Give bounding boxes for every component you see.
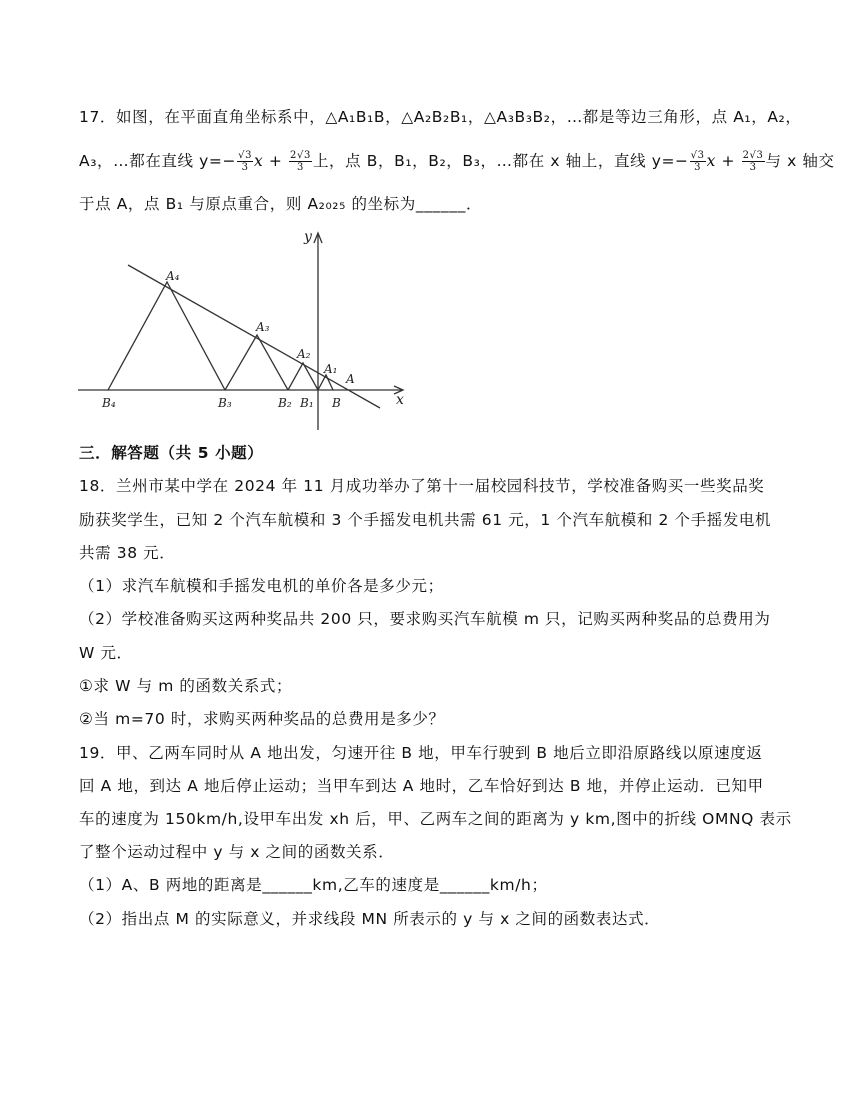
label-a3: A₃ — [256, 320, 270, 334]
q17-line-2-part-c: 与 x 轴交 — [765, 152, 835, 170]
q17-line-1: 17．如图，在平面直角坐标系中，△A₁B₁B，△A₂B₂B₁，△A₃B₃B₂，…都是等边三角形，点 A₁，A₂， — [79, 108, 802, 126]
fraction-2sqrt3-over-3: $\frac{2√3}{3}$ — [290, 150, 311, 173]
q19-line-1: 19．甲、乙两车同时从 A 地出发，匀速开往 B 地，甲车行驶到 B 地后立即沿原路线以原速度返 — [79, 744, 763, 762]
section-title: 三．解答题（共 5 小题） — [79, 444, 264, 462]
triangle-a3b3b2 — [225, 335, 288, 390]
q18-sub-1: ①求 W 与 m 的函数关系式； — [79, 677, 293, 695]
q19-part-1: （1）A、B 两地的距离是______km,乙车的速度是______km/h； — [79, 876, 548, 894]
label-a2: A₂ — [297, 347, 311, 361]
triangle-a1b1b — [318, 375, 333, 390]
label-b: B — [332, 396, 341, 410]
x-axis-label: x — [396, 392, 404, 408]
q18-line-3: 共需 38 元． — [79, 544, 176, 562]
triangle-a4b4b3 — [108, 282, 225, 390]
label-a1: A₁ — [324, 362, 338, 376]
y-axis-label: y — [304, 229, 312, 245]
label-a4: A₄ — [166, 269, 180, 283]
fraction-sqrt3-over-3: $\frac{√3}{3}$ — [238, 150, 253, 173]
q18-sub-2: ②当 m=70 时，求购买两种奖品的总费用是多少？ — [79, 710, 445, 728]
oblique-line — [128, 265, 380, 408]
triangle-a2b2b1 — [288, 363, 318, 390]
q18-line-2: 励获奖学生，已知 2 个汽车航模和 3 个手摇发电机共需 61 元，1 个汽车航模和 2 个手摇发电机 — [79, 511, 772, 529]
q18-part-2-line-2: W 元． — [79, 644, 133, 662]
q18-part-1: （1）求汽车航模和手摇发电机的单价各是多少元； — [79, 577, 444, 595]
label-b2: B₂ — [278, 396, 292, 410]
label-b1: B₁ — [300, 396, 314, 410]
q18-line-1: 18．兰州市某中学在 2024 年 11 月成功举办了第十一届校园科技节，学校准备购买一些奖品奖 — [79, 477, 765, 495]
q19-line-3: 车的速度为 150km/h,设甲车出发 xh 后，甲、乙两车之间的距离为 y km,图中的折线 OMNQ 表示 — [79, 810, 792, 828]
q19-line-4: 了整个运动过程中 y 与 x 之间的函数关系． — [79, 843, 395, 861]
label-b4: B₄ — [102, 396, 116, 410]
q17-line-3: 于点 A，点 B₁ 与原点重合，则 A₂₀₂₅ 的坐标为______． — [79, 195, 483, 213]
q19-line-2: 回 A 地，到达 A 地后停止运动；当甲车到达 A 地时，乙车恰好到达 B 地，并停止运动．已知甲 — [79, 777, 764, 795]
q18-part-2-line-1: （2）学校准备购买这两种奖品共 200 只，要求购买汽车航模 m 只，记购买两种奖品的总费用为 — [79, 610, 771, 628]
q17-line-2: A₃，…都在直线 y=− $\frac{√3}{3}$ x + $\frac{2√3}{3}$ 上，点 B，B₁，B₂，B₃，…都在 x 轴上，直线 y=− $\frac{√3}{3}$ x + $\frac{2√3}{3}$ 与 x 轴交 — [79, 150, 835, 173]
fraction-2sqrt3-over-3-b: $\frac{2√3}{3}$ — [742, 150, 764, 173]
label-b3: B₃ — [218, 396, 232, 410]
fraction-sqrt3-over-3-b: $\frac{√3}{3}$ — [690, 150, 705, 173]
q19-part-2: （2）指出点 M 的实际意义，并求线段 MN 所表示的 y 与 x 之间的函数表达式． — [79, 910, 661, 928]
triangle-figure — [70, 225, 420, 435]
label-a: A — [346, 372, 355, 386]
q17-line-2-part-a: A₃，…都在直线 y=− — [79, 152, 237, 170]
q17-line-2-part-b: 上，点 B，B₁，B₂，B₃，…都在 x 轴上，直线 y=− — [312, 152, 689, 170]
